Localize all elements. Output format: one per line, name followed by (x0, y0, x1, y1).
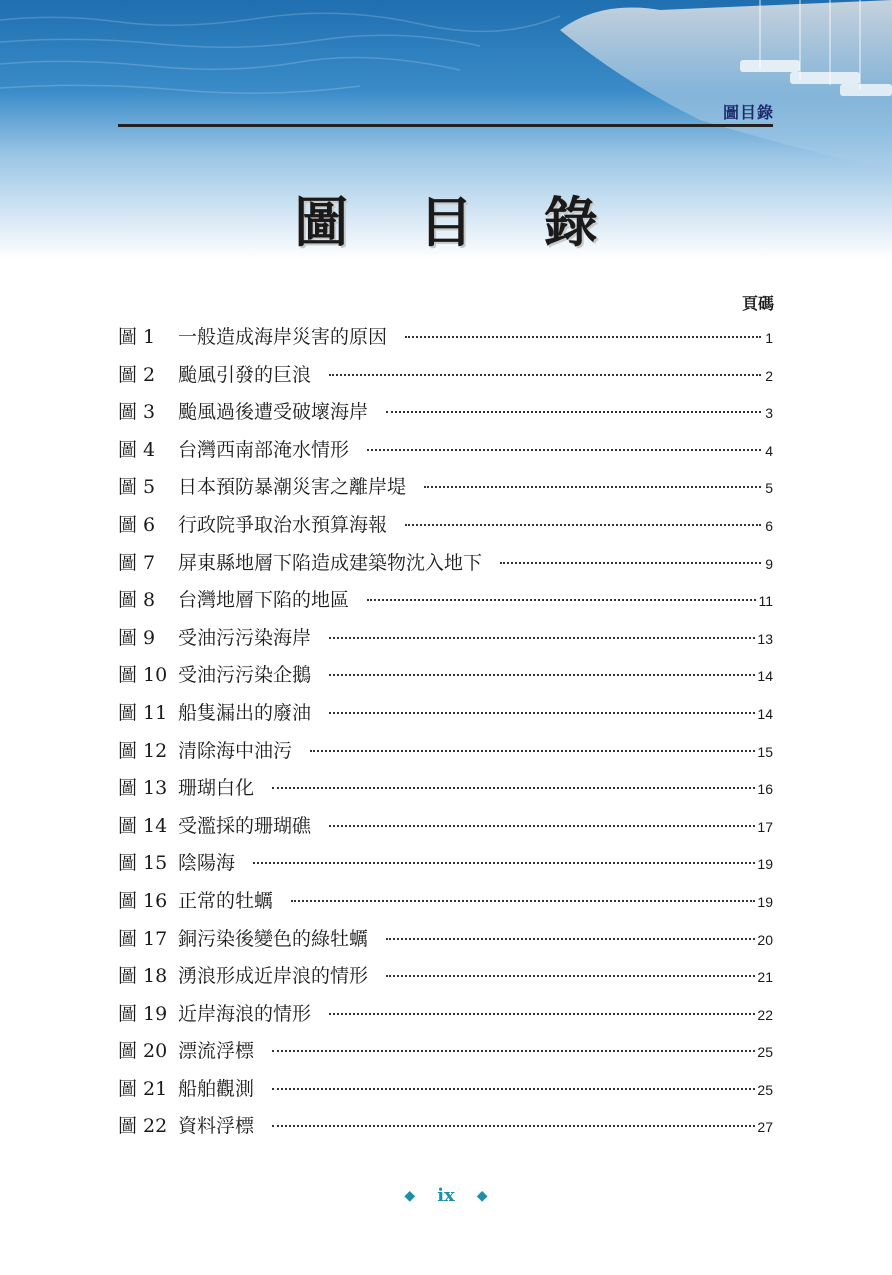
figure-number: 圖 17 (118, 927, 168, 950)
dot-leader (405, 524, 761, 526)
toc-entry[interactable] (118, 1036, 773, 1074)
toc-entry[interactable] (118, 322, 773, 360)
figure-number: 圖 18 (118, 965, 168, 988)
figure-page-number: 21 (757, 969, 773, 986)
figure-number: 圖 12 (118, 739, 168, 762)
toc-entry[interactable] (118, 360, 773, 398)
figure-page-number: 27 (757, 1119, 773, 1136)
figure-caption: 日本預防暴潮災害之離岸堤 (178, 476, 407, 499)
figure-caption: 颱風過後遭受破壞海岸 (178, 401, 369, 424)
figure-number: 圖 5 (118, 476, 156, 499)
diamond-icon: ◆ (476, 1188, 488, 1204)
figure-list (118, 322, 773, 1149)
figure-page-number: 2 (765, 367, 773, 384)
figure-caption: 漂流浮標 (178, 1040, 255, 1063)
page-column-label: 頁碼 (741, 294, 774, 313)
dot-leader (367, 449, 761, 451)
figure-page-number: 22 (757, 1006, 773, 1023)
figure-page-number: 20 (757, 931, 773, 948)
toc-entry[interactable] (118, 773, 773, 811)
figure-number: 圖 8 (118, 589, 156, 612)
figure-number: 圖 1 (118, 326, 156, 348)
figure-number: 圖 4 (118, 438, 156, 461)
toc-entry[interactable] (118, 472, 773, 510)
dot-leader (329, 374, 761, 376)
dot-leader (424, 486, 761, 488)
toc-entry[interactable] (118, 397, 773, 435)
figure-page-number: 3 (765, 405, 773, 422)
figure-number: 圖 16 (118, 889, 168, 912)
dot-leader (272, 1050, 755, 1052)
dot-leader (329, 825, 755, 827)
figure-number: 圖 11 (118, 701, 168, 724)
toc-entry[interactable] (118, 698, 773, 736)
toc-entry[interactable] (118, 548, 773, 586)
figure-page-number: 11 (758, 593, 773, 610)
toc-entry[interactable] (118, 961, 773, 999)
dot-leader (291, 900, 755, 902)
toc-entry[interactable] (118, 886, 773, 924)
figure-number: 圖 3 (118, 401, 156, 424)
figure-caption: 台灣地層下陷的地區 (178, 589, 350, 612)
figure-number: 圖 21 (118, 1077, 168, 1100)
toc-entry[interactable] (118, 999, 773, 1037)
dot-leader (272, 1125, 755, 1127)
dot-leader (310, 750, 755, 752)
figure-number: 圖 7 (118, 551, 156, 574)
header-rule (118, 124, 773, 127)
figure-caption: 銅污染後變色的綠牡蠣 (178, 927, 369, 950)
figure-page-number: 5 (765, 480, 773, 497)
figure-caption: 受油污污染企鵝 (178, 664, 312, 687)
dot-leader (329, 1013, 755, 1015)
dot-leader (367, 599, 756, 601)
toc-entry[interactable] (118, 585, 773, 623)
figure-page-number: 17 (757, 818, 773, 835)
figure-page-number: 16 (757, 781, 773, 798)
figure-page-number: 19 (757, 856, 773, 873)
figure-caption: 屏東縣地層下陷造成建築物沈入地下 (178, 551, 483, 574)
figure-caption: 台灣西南部淹水情形 (178, 438, 350, 461)
figure-caption: 清除海中油污 (178, 739, 293, 762)
figure-caption: 湧浪形成近岸浪的情形 (178, 965, 369, 988)
figure-caption: 行政院爭取治水預算海報 (178, 513, 388, 536)
diamond-icon: ◆ (404, 1188, 416, 1204)
figure-caption: 一般造成海岸災害的原因 (178, 326, 388, 348)
figure-caption: 近岸海浪的情形 (178, 1002, 312, 1025)
figure-page-number: 9 (765, 555, 773, 572)
figure-page-number: 4 (765, 442, 773, 459)
page-footer (0, 1185, 892, 1206)
figure-page-number: 14 (757, 668, 773, 685)
figure-page-number: 25 (757, 1081, 773, 1098)
toc-entry[interactable] (118, 736, 773, 774)
dot-leader (386, 411, 761, 413)
figure-page-number: 19 (757, 893, 773, 910)
figure-number: 圖 6 (118, 513, 156, 536)
figure-caption: 船隻漏出的廢油 (178, 701, 312, 724)
figure-caption: 陰陽海 (178, 852, 236, 875)
figure-caption: 船舶觀測 (178, 1077, 255, 1100)
toc-entry[interactable] (118, 660, 773, 698)
toc-entry[interactable] (118, 435, 773, 473)
toc-entry[interactable] (118, 1111, 773, 1149)
figure-number: 圖 15 (118, 852, 168, 875)
dot-leader (272, 787, 755, 789)
dot-leader (386, 975, 755, 977)
figure-number: 圖 9 (118, 626, 156, 649)
figure-caption: 颱風引發的巨浪 (178, 363, 312, 386)
toc-entry[interactable] (118, 848, 773, 886)
dot-leader (329, 712, 755, 714)
figure-caption: 珊瑚白化 (178, 777, 255, 800)
figure-number: 圖 2 (118, 363, 156, 386)
toc-entry[interactable] (118, 510, 773, 548)
toc-entry[interactable] (118, 623, 773, 661)
dot-leader (500, 562, 761, 564)
figure-page-number: 14 (757, 705, 773, 722)
figure-caption: 受濫採的珊瑚礁 (178, 814, 312, 837)
dot-leader (329, 637, 755, 639)
figure-number: 圖 10 (118, 664, 168, 687)
figure-page-number: 6 (765, 517, 773, 534)
figure-caption: 正常的牡蠣 (178, 889, 274, 912)
toc-entry[interactable] (118, 1074, 773, 1112)
toc-entry[interactable] (118, 924, 773, 962)
figure-page-number: 25 (757, 1044, 773, 1061)
figure-number: 圖 19 (118, 1002, 168, 1025)
dot-leader (272, 1088, 755, 1090)
figure-page-number: 15 (757, 743, 773, 760)
figure-number: 圖 22 (118, 1115, 168, 1138)
dot-leader (329, 674, 755, 676)
dot-leader (386, 938, 755, 940)
toc-entry[interactable] (118, 811, 773, 849)
dot-leader (253, 862, 755, 864)
figure-caption: 受油污污染海岸 (178, 626, 312, 649)
figure-page-number: 13 (757, 630, 773, 647)
figure-number: 圖 13 (118, 777, 168, 800)
figure-caption: 資料浮標 (178, 1115, 255, 1138)
dot-leader (405, 336, 761, 338)
page-title: 圖 目 錄 (294, 190, 624, 254)
page-number: ix (437, 1185, 455, 1206)
figure-number: 圖 14 (118, 814, 168, 837)
running-header-title: 圖目錄 (722, 103, 774, 122)
figure-page-number: 1 (765, 330, 773, 346)
figure-number: 圖 20 (118, 1040, 168, 1063)
